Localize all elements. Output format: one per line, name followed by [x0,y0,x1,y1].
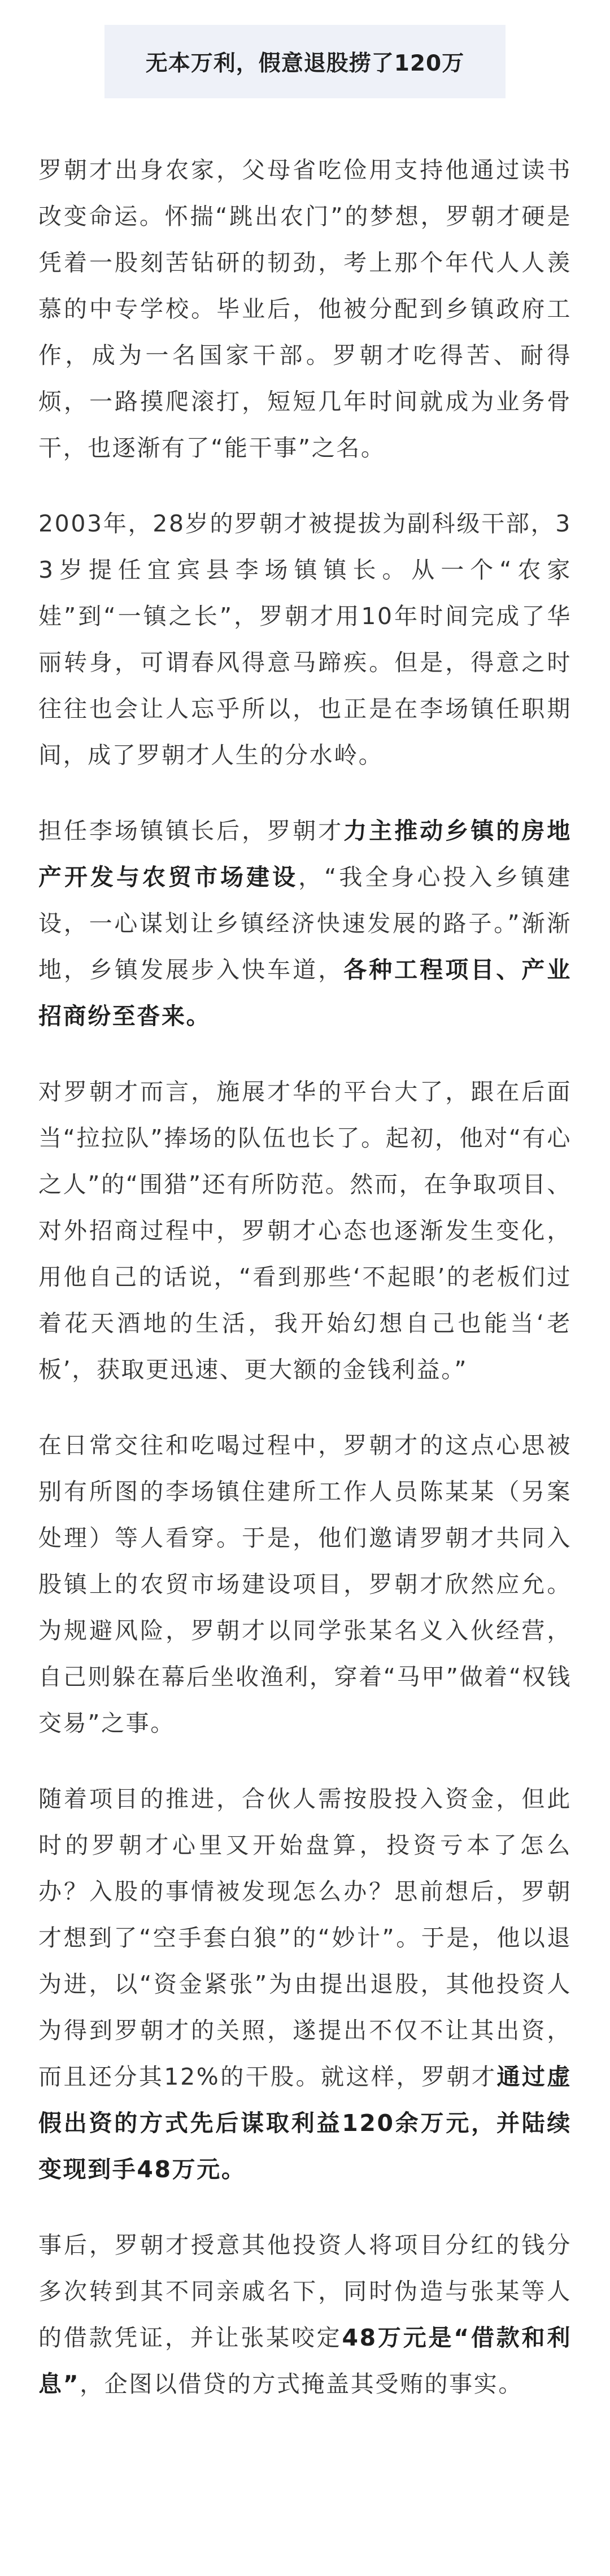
bold-highlight: 力主推动乡镇的房地产开发与农贸市场建设 [38,817,572,891]
bold-highlight: 48万元是“借款和利息” [38,2324,572,2398]
paragraph-3 [38,808,572,1039]
paragraph-text: 2003年，28岁的罗朝才被提拔为副科级干部，33岁提任宜宾县李场镇镇长。从一个“农家娃”到“一镇之长”，罗朝才用10年时间完成了华丽转身，可谓春风得意马蹄疾。但是，得意之时往往也会让人忘乎所以，也正是在李场镇任职期间，成了罗朝才人生的分水岭。 [38,510,572,769]
title-wrapper [38,0,572,79]
paragraph-text: 事后，罗朝才授意其他投资人将项目分红的钱分多次转到其不同亲戚名下，同时伪造与张某等人的借款凭证，并让张某咬定 [38,2231,572,2351]
paragraph-text: 在日常交往和吃喝过程中，罗朝才的这点心思被别有所图的李场镇住建所工作人员陈某某（另案处理）等人看穿。于是，他们邀请罗朝才共同入股镇上的农贸市场建设项目，罗朝才欣然应允。为规避风险，罗朝才以同学张某名义入伙经营，自己则躲在幕后坐收渔利，穿着“马甲”做着“权钱交易”之事。 [38,1432,572,1737]
paragraph-1 [38,147,572,471]
paragraph-7 [38,2222,572,2407]
paragraph-text: 对罗朝才而言，施展才华的平台大了，跟在后面当“拉拉队”捧场的队伍也长了。起初，他对“有心之人”的“围猎”还有所防范。然而，在争取项目、对外招商过程中，罗朝才心态也逐渐发生变化，用他自己的话说，“看到那些‘不起眼’的老板们过着花天酒地的生活，我开始幻想自己也能当‘老板’，获取更迅速、更大额的金钱利益。” [38,1078,572,1383]
paragraph-text: 随着项目的推进，合伙人需按股投入资金，但此时的罗朝才心里又开始盘算，投资亏本了怎么办？入股的事情被发现怎么办？思前想后，罗朝才想到了“空手套白狼”的“妙计”。于是，他以退为进，以“资金紧张”为由提出退股，其他投资人为得到罗朝才的关照，遂提出不仅不让其出资，而且还分其12%的干股。就这样，罗朝才 [38,1785,572,2090]
paragraph-text: 罗朝才出身农家，父母省吃俭用支持他通过读书改变命运。怀揣“跳出农门”的梦想，罗朝才硬是凭着一股刻苦钻研的韧劲，考上那个年代人人羡慕的中专学校。毕业后，他被分配到乡镇政府工作，成为一名国家干部。罗朝才吃得苦、耐得烦，一路摸爬滚打，短短几年时间就成为业务骨干，也逐渐有了“能干事”之名。 [38,156,572,461]
article-body [38,147,572,2407]
paragraph-6 [38,1776,572,2193]
paragraph-text: ，企图以借贷的方式掩盖其受贿的事实。 [80,2370,523,2398]
paragraph-5 [38,1422,572,1746]
title-banner [104,25,506,98]
article-title: 无本万利，假意退股捞了120万 [145,51,465,76]
bold-highlight: 各种工程项目、产业招商纷至沓来。 [38,956,572,1030]
paragraph-text: 担任李场镇镇长后，罗朝才 [38,817,344,844]
paragraph-text: ，“我全身心投入乡镇建设，一心谋划让乡镇经济快速发展的路子。”渐渐地，乡镇发展步入快车道， [38,864,572,983]
bold-highlight: 通过虚假出资的方式先后谋取利益120余万元，并陆续变现到手48万元。 [38,2063,572,2183]
paragraph-2 [38,500,572,778]
paragraph-4 [38,1069,572,1393]
